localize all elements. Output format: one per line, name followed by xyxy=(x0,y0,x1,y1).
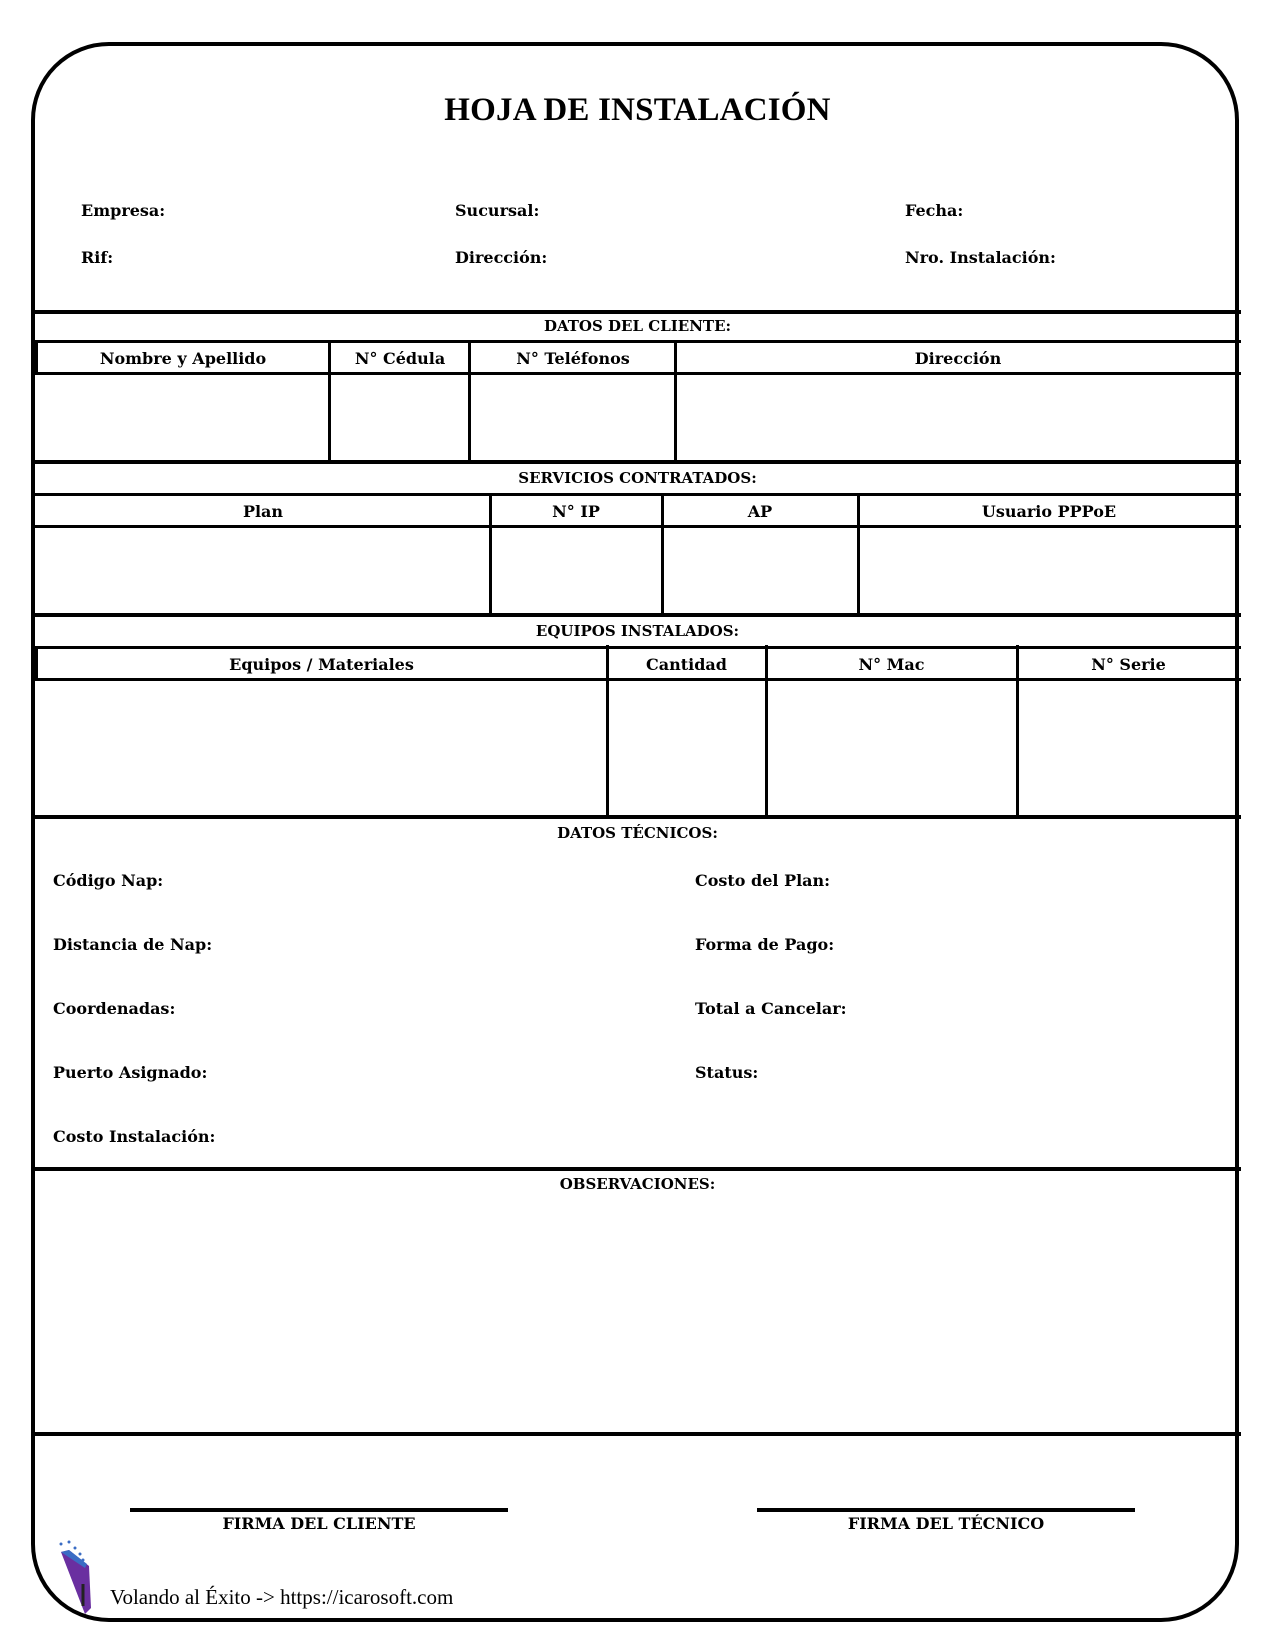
divider xyxy=(33,646,1241,649)
divider xyxy=(33,1167,1241,1171)
col-nombre-apellido: Nombre y Apellido xyxy=(99,349,267,368)
cliente-direccion-cell[interactable] xyxy=(678,375,1238,460)
servicios-heading: SERVICIOS CONTRATADOS: xyxy=(518,469,757,487)
puerto-asignado-label: Puerto Asignado: xyxy=(53,1063,208,1082)
coordenadas-label: Coordenadas: xyxy=(53,999,176,1018)
col-cantidad: Cantidad xyxy=(646,655,727,674)
firma-cliente-line[interactable] xyxy=(130,1508,508,1512)
cliente-cedula-cell[interactable] xyxy=(332,375,467,460)
cliente-telefonos-cell[interactable] xyxy=(472,375,673,460)
col-ip: N° IP xyxy=(552,502,600,521)
footer-link[interactable]: Volando al Éxito -> https://icarosoft.com xyxy=(110,1585,454,1609)
divider xyxy=(33,340,1241,343)
col-plan: Plan xyxy=(242,502,284,521)
col-ap: AP xyxy=(747,502,773,521)
empresa-label: Empresa: xyxy=(81,201,166,220)
total-cancelar-label: Total a Cancelar: xyxy=(695,999,847,1018)
firma-tecnico-label: FIRMA DEL TÉCNICO xyxy=(847,1514,1045,1533)
col-serie: N° Serie xyxy=(1091,655,1166,674)
datos-cliente-heading: DATOS DEL CLIENTE: xyxy=(543,317,732,335)
sucursal-label: Sucursal: xyxy=(455,201,540,220)
equipos-serie-cell[interactable] xyxy=(1020,681,1238,814)
divider xyxy=(765,645,768,816)
divider xyxy=(661,493,664,614)
divider xyxy=(33,310,1241,314)
firma-tecnico-line[interactable] xyxy=(757,1508,1135,1512)
observaciones-area[interactable] xyxy=(37,1200,1237,1430)
divider xyxy=(33,460,1241,464)
divider xyxy=(31,815,1241,819)
costo-plan-label: Costo del Plan: xyxy=(695,871,831,890)
equipos-heading: EQUIPOS INSTALADOS: xyxy=(535,622,740,640)
divider xyxy=(674,340,677,461)
col-equipos-materiales: Equipos / Materiales xyxy=(229,655,414,674)
divider xyxy=(468,340,471,461)
col-telefonos: N° Teléfonos xyxy=(516,349,630,368)
servicio-pppoe-cell[interactable] xyxy=(861,528,1238,612)
divider xyxy=(489,493,492,614)
forma-pago-label: Forma de Pago: xyxy=(695,935,835,954)
equipos-materiales-cell[interactable] xyxy=(37,681,604,814)
status-label: Status: xyxy=(695,1063,759,1082)
divider xyxy=(33,493,1241,496)
divider xyxy=(1016,645,1019,816)
servicio-plan-cell[interactable] xyxy=(37,528,487,612)
page-title: HOJA DE INSTALACIÓN xyxy=(444,92,831,128)
equipos-mac-cell[interactable] xyxy=(769,681,1014,814)
codigo-nap-label: Código Nap: xyxy=(53,871,164,890)
divider xyxy=(33,613,1241,617)
col-usuario-pppoe: Usuario PPPoE xyxy=(981,502,1117,521)
divider xyxy=(328,340,331,461)
observaciones-heading: OBSERVACIONES: xyxy=(559,1175,716,1193)
cliente-nombre-cell[interactable] xyxy=(37,375,327,460)
datos-tecnicos-heading: DATOS TÉCNICOS: xyxy=(557,824,718,842)
col-cedula: N° Cédula xyxy=(354,349,446,368)
equipos-cantidad-cell[interactable] xyxy=(610,681,763,814)
col-direccion: Dirección xyxy=(914,349,1002,368)
nro-instalacion-label: Nro. Instalación: xyxy=(905,248,1056,267)
direccion-label: Dirección: xyxy=(455,248,548,267)
icarosoft-logo-icon xyxy=(55,1540,100,1620)
costo-instalacion-label: Costo Instalación: xyxy=(53,1127,216,1146)
col-mac: N° Mac xyxy=(858,655,925,674)
distancia-nap-label: Distancia de Nap: xyxy=(53,935,213,954)
divider xyxy=(857,493,860,614)
servicio-ip-cell[interactable] xyxy=(493,528,659,612)
divider xyxy=(606,645,609,816)
divider xyxy=(33,1432,1241,1436)
rif-label: Rif: xyxy=(81,248,114,267)
servicio-ap-cell[interactable] xyxy=(665,528,855,612)
firma-cliente-label: FIRMA DEL CLIENTE xyxy=(222,1514,416,1533)
fecha-label: Fecha: xyxy=(905,201,964,220)
